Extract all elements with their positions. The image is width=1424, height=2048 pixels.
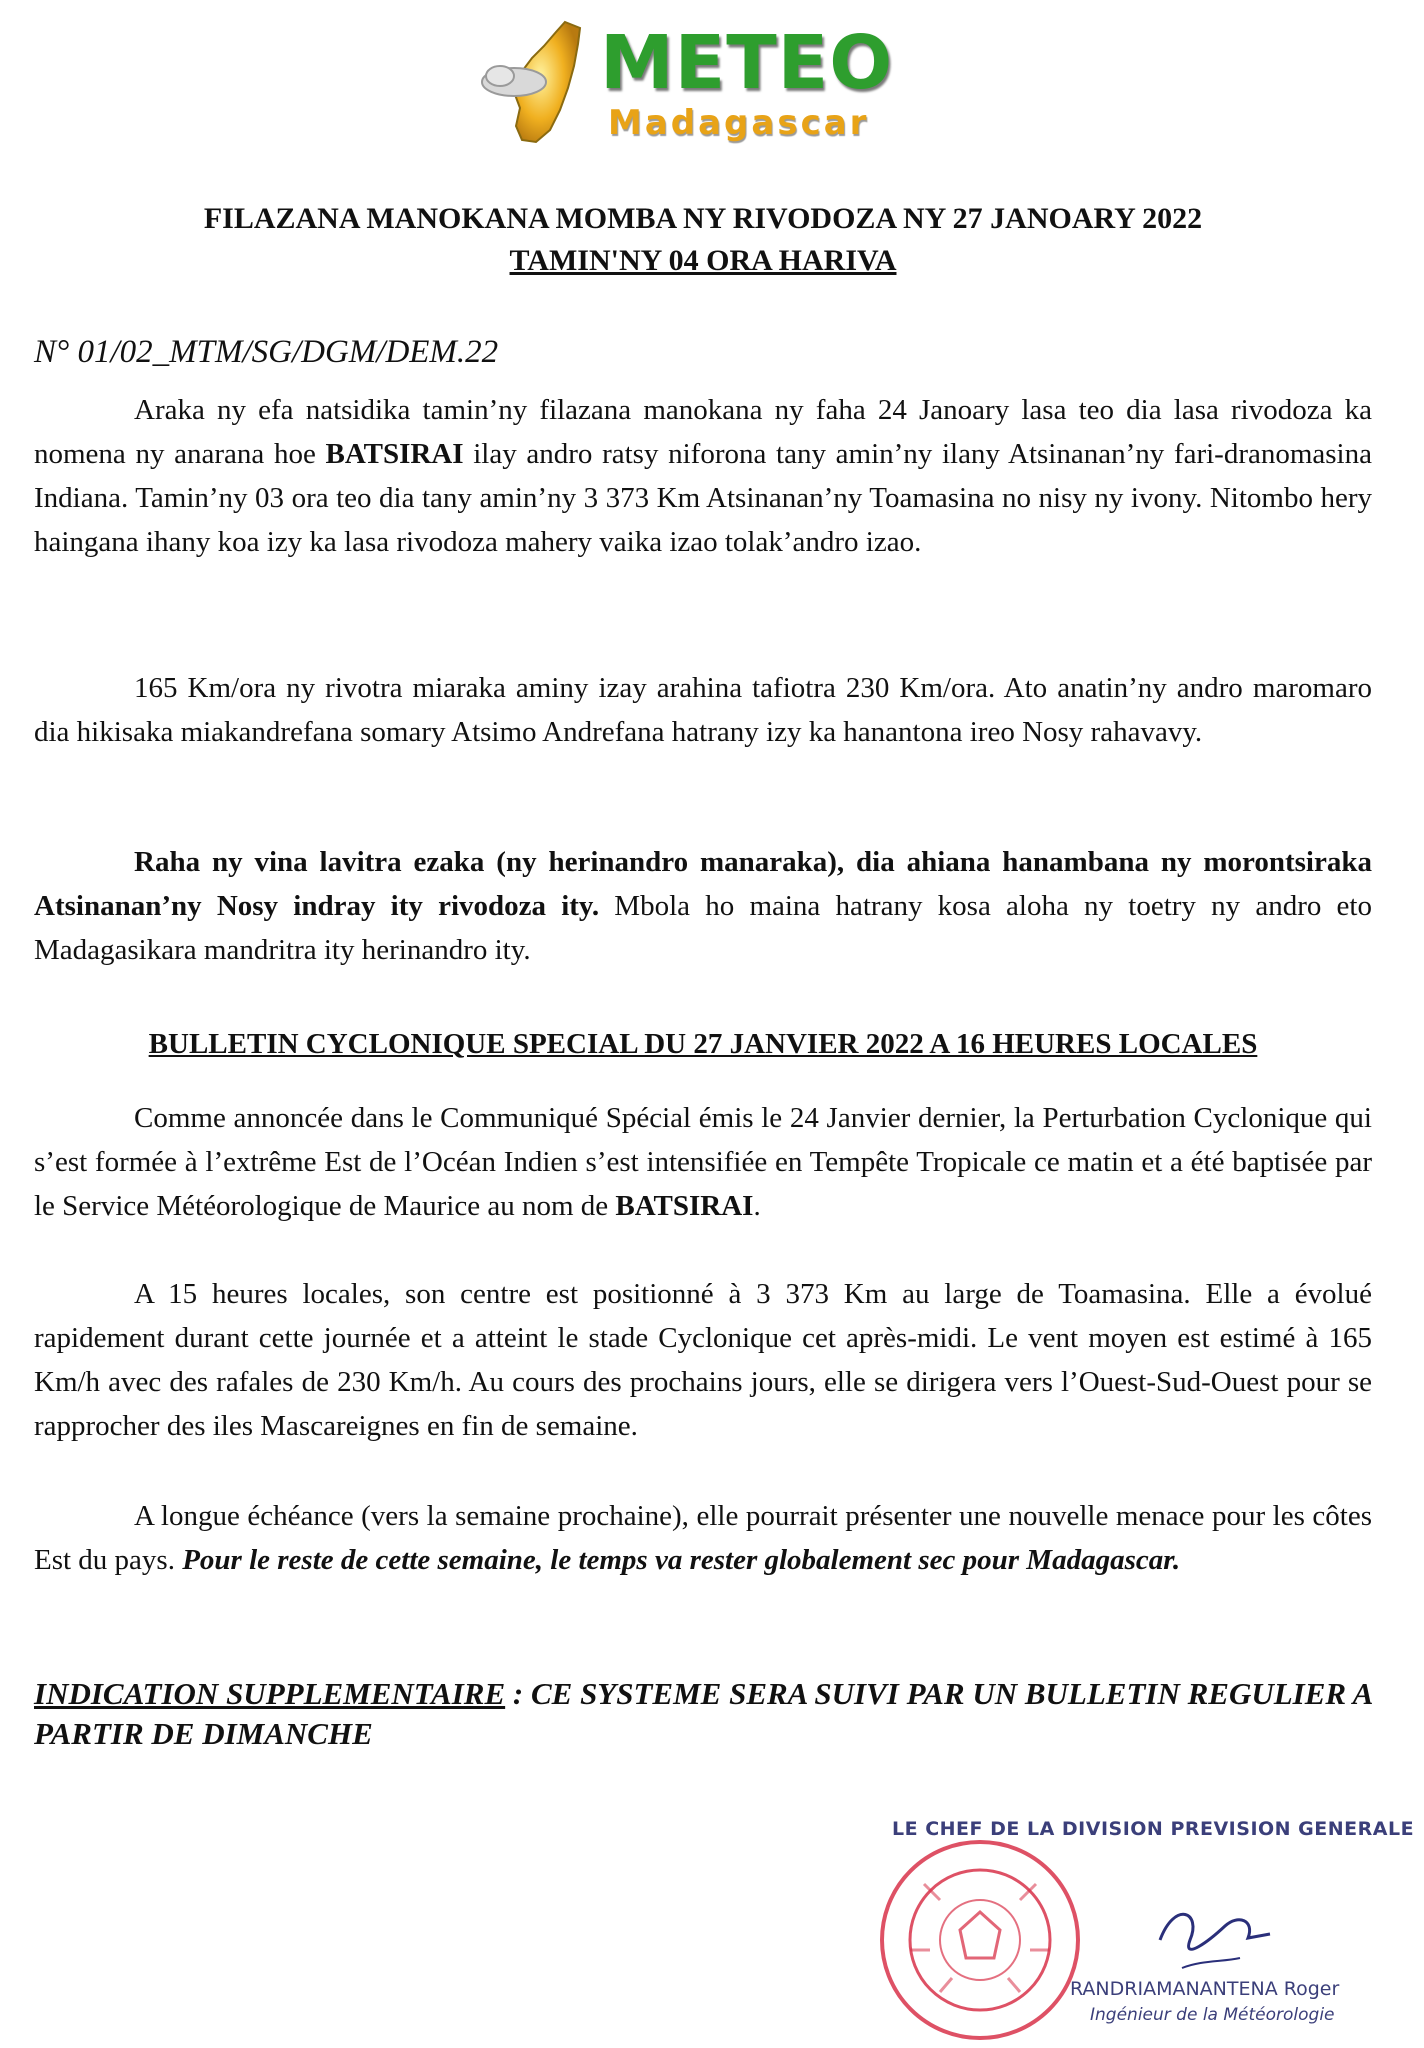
french-paragraph-3 — [34, 1494, 1372, 1582]
indication-label: INDICATION SUPPLEMENTAIRE — [34, 1676, 506, 1711]
signatory-name: RANDRIAMANANTENA Roger — [1070, 1978, 1340, 2000]
malagasy-p1-text-b: ilay andro ratsy niforona tany amin’ny ilany Atsinanan’ny fari-dranomasina Indiana. Tamin’ny 03 ora teo dia tany amin’ny 3 373 Km Atsinanan’ny Toamasina no nisy ny ivony. Nitombo hery haingana ihany koa izy ka lasa rivodoza mahery vaika izao tolak’andro izao. — [34, 438, 1372, 558]
signatory-title: Ingénieur de la Météorologie — [1090, 2005, 1335, 2025]
logo-subtitle: Madagascar — [608, 103, 870, 143]
madagascar-island-icon — [470, 14, 610, 154]
french-p3-bold-italic: Pour le reste de cette semaine, le temps va rester globalement sec pour Madagascar. — [182, 1544, 1181, 1576]
french-p2-text: A 15 heures locales, son centre est positionné à 3 373 Km au large de Toamasina. Elle a évolué rapidement durant cette journée et a atteint le stade Cyclonique cet après-midi. Le vent moyen est estimé à 165 Km/h avec des rafales de 230 Km/h. Au cours des prochains jours, elle se dirigera vers l’Ouest-Sud-Ouest pour se rapprocher des iles Mascareignes en fin de semaine. — [34, 1278, 1372, 1442]
french-p1-text-b: . — [753, 1190, 761, 1222]
malagasy-p2-text: 165 Km/ora ny rivotra miaraka aminy izay arahina tafiotra 230 Km/ora. Ato anatin’ny andro maromaro dia hikisaka miakandrefana somary Atsimo Andrefana hatrany izy ka hanantona ireo Nosy rahavavy. — [34, 672, 1372, 748]
title-line-2: TAMIN'NY 04 ORA HARIVA — [509, 244, 897, 277]
document-reference: N° 01/02_MTM/SG/DGM/DEM.22 — [34, 334, 499, 370]
french-p1-text-a: Comme annoncée dans le Communiqué Spécial émis le 24 Janvier dernier, la Perturbation Cyclonique qui s’est formée à l’extrême Est de l’Océan Indien s’est intensifiée en Tempête Tropicale ce matin et a été baptisée par le Service Météorologique de Maurice au nom de — [34, 1102, 1372, 1222]
malagasy-paragraph-3 — [34, 840, 1372, 972]
title-line-1: FILAZANA MANOKANA MOMBA NY RIVODOZA NY 27 JANOARY 2022 — [203, 202, 1203, 235]
logo-wordmark: METEO — [600, 20, 894, 106]
cyclone-name: BATSIRAI — [325, 438, 464, 470]
cyclone-name-fr: BATSIRAI — [615, 1190, 754, 1222]
french-paragraph-2 — [34, 1272, 1372, 1448]
signatory-role: LE CHEF DE LA DIVISION PREVISION GENERALE — [892, 1818, 1415, 1840]
supplementary-indication — [34, 1674, 1372, 1754]
malagasy-paragraph-2 — [34, 666, 1372, 754]
bulletin-subtitle: BULLETIN CYCLONIQUE SPECIAL DU 27 JANVIER 2022 A 16 HEURES LOCALES — [148, 1028, 1258, 1060]
french-paragraph-1 — [34, 1096, 1372, 1228]
malagasy-p3-bold: Raha ny vina lavitra ezaka (ny herinandro manaraka), dia ahiana hanambana ny morontsiraka Atsinanan’ny Nosy indray ity rivodoza ity. — [34, 846, 1372, 922]
meteo-madagascar-logo — [470, 14, 894, 154]
french-p3-text: A longue échéance (vers la semaine prochaine), elle pourrait présenter une nouvelle menace pour les côtes Est du pays. — [34, 1500, 1372, 1576]
malagasy-p3-rest: Mbola ho maina hatrany kosa aloha ny toetry ny andro eto Madagasikara mandritra ity herinandro ity. — [34, 890, 1372, 966]
document-title — [34, 198, 1372, 282]
indication-text: : CE SYSTEME SERA SUIVI PAR UN BULLETIN REGULIER A PARTIR DE DIMANCHE — [34, 1676, 1372, 1751]
malagasy-p1-text-a: Araka ny efa natsidika tamin’ny filazana manokana ny faha 24 Janoary lasa teo dia lasa rivodoza ka nomena ny anarana hoe — [34, 394, 1372, 470]
malagasy-paragraph-1 — [34, 388, 1372, 564]
